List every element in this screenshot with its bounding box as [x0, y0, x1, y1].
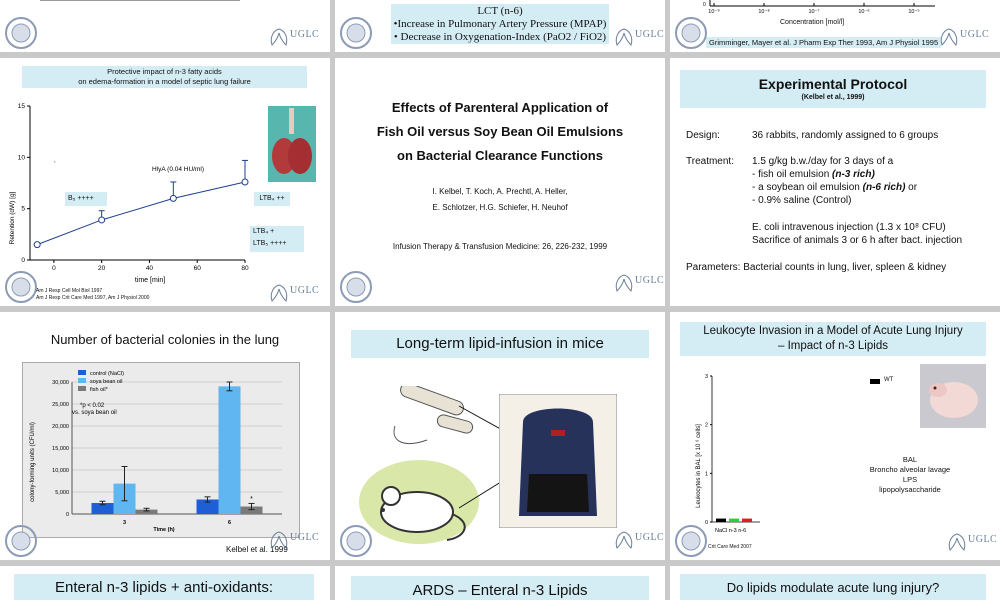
slide-5-title-line-3: on Bacterial Clearance Functions — [397, 148, 603, 163]
slide-3[interactable] — [670, 0, 1000, 52]
slide-8-title: Long-term lipid-infusion in mice — [351, 330, 649, 358]
slide-10-title: Enteral n-3 lipids + anti-oxidants: — [14, 574, 314, 600]
treatment-line-3-text: - a soybean oil emulsion — [752, 182, 863, 193]
legend-swatch — [78, 378, 86, 383]
box-right-2 — [250, 226, 304, 252]
uglc-logo-icon: UGLC — [946, 532, 1000, 554]
slide-5-authors-2: E. Schlotzer, H.G. Schiefer, H. Neuhof — [432, 203, 568, 212]
uglc-logo-icon: UGLC — [613, 273, 665, 295]
slide-4[interactable] — [0, 58, 330, 306]
legend-swatch — [870, 379, 880, 384]
bar — [742, 519, 752, 522]
stray-dot: , — [54, 158, 56, 164]
slide-6[interactable] — [670, 58, 1000, 306]
university-seal-icon — [674, 16, 708, 50]
slide-4-cite-2: Am J Resp Crit Care Med 1997, Am J Physiol 2000 — [36, 295, 150, 301]
slide-2-band — [391, 4, 609, 44]
y-axis-label: Retention (dW) [g] — [9, 191, 16, 245]
slide-6-subtitle: (Kelbel et al., 1999) — [801, 94, 865, 101]
note-line-1: *p < 0.02 — [80, 403, 105, 409]
x-categories: NaCl n-3 n-6 — [715, 528, 747, 534]
slide-6-title-band — [680, 70, 986, 108]
backpack-photo — [499, 394, 617, 528]
legend-label: fish oil* — [90, 387, 108, 393]
y-tick-label: 20,000 — [52, 424, 69, 430]
y-tick-label: 5,000 — [55, 490, 69, 496]
x-tick-label: 10⁻⁶ — [858, 9, 870, 15]
box-right-1: LTB₄ ++ — [254, 192, 290, 206]
slide-5[interactable] — [335, 58, 665, 306]
uglc-logo-icon: UGLC — [613, 530, 665, 552]
note-line-2: vs. soya bean oil — [72, 410, 117, 416]
treatment-line-3 — [752, 182, 917, 193]
x-tick-label: 80 — [241, 265, 249, 272]
university-seal-icon — [339, 16, 373, 50]
treatment-line-1: 1.5 g/kg b.w./day for 3 days of a — [752, 156, 894, 167]
slide-2-band-line-2: •Increase in Pulmonary Artery Pressure (MPAP) — [393, 18, 607, 30]
slide-6-title: Experimental Protocol — [758, 76, 908, 92]
legend-label: control (NaCl) — [90, 371, 124, 377]
y-tick-label: 1 — [704, 471, 708, 478]
treatment-line-5: E. coli intravenous injection (1.3 x 10⁸ CFU) — [752, 222, 946, 233]
x-tick-label: 10⁻⁷ — [808, 9, 820, 15]
slide-12[interactable] — [670, 566, 1000, 600]
legend-label: WT — [884, 377, 894, 383]
slide-7-citation: Kelbel et al. 1999 — [226, 545, 288, 554]
slide-2-band-line-3: • Decrease in Oxygenation-Index (PaO2 / FiO2) — [393, 31, 607, 43]
university-seal-icon — [339, 524, 373, 558]
slide-10[interactable] — [0, 566, 330, 600]
x-tick-label: 6 — [227, 520, 232, 526]
bar — [716, 519, 726, 522]
slide-1[interactable] — [0, 0, 330, 52]
x-tick-label: 10⁻⁵ — [908, 9, 920, 15]
slide-1-cutoff-text — [40, 0, 240, 3]
box-right-2-line-1: LTB₄ + — [253, 228, 275, 235]
slide-11-title: ARDS – Enteral n-3 Lipids — [351, 576, 649, 600]
uglc-logo-icon: UGLC — [268, 283, 328, 305]
slide-3-citation: Grimminger, Mayer et al. J Pharm Exp Ther 1993, Am J Physiol 1995 — [706, 37, 941, 48]
bacterial-colonies-bar-chart — [22, 362, 300, 538]
data-point — [242, 179, 248, 185]
slide-7-title: Number of bacterial colonies in the lung — [50, 332, 280, 347]
slide-11[interactable] — [335, 566, 665, 600]
y-tick-label: 2 — [704, 422, 708, 429]
slide-5-title-line-2: Fish Oil versus Soy Bean Oil Emulsions — [376, 124, 624, 139]
box-right-2-line-2: LTB₅ ++++ — [253, 240, 287, 247]
university-seal-icon — [4, 270, 38, 304]
treatment-line-2-text: - fish oil emulsion — [752, 169, 833, 180]
slide-3-x-label: Concentration [mol/l] — [780, 19, 845, 26]
slide-4-cite-1: Am J Resp Cell Mol Biol 1997 — [36, 288, 103, 294]
data-point — [170, 195, 176, 201]
significance-star: * — [250, 496, 253, 503]
university-seal-icon — [4, 16, 38, 50]
design-text: 36 rabbits, randomly assigned to 6 groups — [752, 130, 939, 141]
uglc-logo-icon: UGLC — [613, 27, 665, 49]
slide-9-title-band — [680, 322, 986, 356]
x-tick-label: 0 — [52, 265, 56, 272]
y-tick-label: 25,000 — [52, 402, 69, 408]
y-tick-label: 3 — [704, 374, 708, 380]
bar — [729, 519, 739, 522]
legend-swatch — [78, 370, 86, 375]
data-point — [99, 217, 105, 223]
y-axis-label: colony-forming units (CFU/ml) — [30, 422, 36, 502]
legend-label: soya bean oil — [90, 379, 123, 385]
uglc-logo-icon: UGLC — [268, 530, 328, 552]
slide-9-title-line-2: – Impact of n-3 Lipids — [778, 340, 888, 352]
box-left: B₅ ++++ — [65, 192, 107, 206]
slide-4-title-band — [22, 66, 307, 88]
design-label: Design: — [686, 130, 720, 141]
data-point — [34, 242, 40, 248]
slide-2-band-line-1: LCT (n-6) — [477, 5, 523, 17]
university-seal-icon — [674, 524, 708, 558]
y-tick-label: 0 — [704, 520, 708, 526]
slide-5-authors-1: I. Kelbel, T. Koch, A. Prechtl, A. Heller, — [432, 187, 568, 196]
slide-4-title-line-1: Protective impact of n-3 fatty acids — [107, 67, 222, 76]
leukocyte-bar-chart — [670, 366, 790, 546]
y-tick-label: 15 — [17, 103, 25, 110]
x-tick-label: 40 — [145, 265, 154, 272]
treatment-line-6: Sacrifice of animals 3 or 6 h after bact. injection — [752, 235, 963, 246]
slide-5-title-line-1: Effects of Parenteral Application of — [391, 100, 609, 115]
slide-9-cite: Crit Care Med 2007 — [708, 544, 752, 550]
y-tick-label: 15,000 — [52, 446, 69, 452]
y-tick-label: 30,000 — [52, 380, 69, 386]
y-tick-label: 10,000 — [52, 468, 69, 474]
university-seal-icon — [339, 270, 373, 304]
treatment-line-3-end: or — [905, 182, 918, 193]
lung-photo — [268, 106, 316, 182]
treatment-line-3-emph: (n-6 rich) — [862, 182, 906, 193]
treatment-line-4: - 0.9% saline (Control) — [752, 195, 852, 206]
edema-line-chart — [0, 98, 260, 298]
y-tick-label: 10 — [17, 154, 25, 162]
uglc-logo-icon: UGLC — [268, 27, 328, 49]
x-axis-label: time [min] — [134, 277, 166, 284]
mouse-photo — [920, 364, 986, 428]
legend-swatch — [78, 386, 86, 391]
slide-2[interactable] — [335, 0, 665, 52]
x-tick-label: 20 — [98, 265, 106, 272]
bar — [219, 386, 241, 514]
bal-line-1: BAL — [902, 455, 918, 464]
slide-9[interactable] — [670, 312, 1000, 560]
bal-line-4: lipopolysaccharide — [879, 485, 941, 494]
slide-8[interactable] — [335, 312, 665, 560]
slide-9-title-line-1: Leukocyte Invasion in a Model of Acute Lung Injury — [703, 325, 963, 337]
treatment-line-2-emph: (n-3 rich) — [832, 169, 875, 180]
uglc-logo-icon: UGLC — [938, 27, 998, 49]
x-tick-label: 10⁻⁹ — [708, 9, 720, 15]
university-seal-icon — [4, 524, 38, 558]
series-label: HlyA (0.04 HU/ml) — [152, 166, 205, 173]
y-axis-label: Leukocytes in BAL [x 10 ⁶ cells] — [696, 424, 702, 508]
x-tick-label: 3 — [122, 520, 127, 526]
treatment-label: Treatment: — [686, 156, 734, 167]
parameters-line: Parameters: Bacterial counts in lung, liver, spleen & kidney — [686, 262, 947, 273]
bal-line-2: Broncho alveolar lavage — [869, 465, 951, 474]
slide-5-journal: Infusion Therapy & Transfusion Medicine: 26, 226-232, 1999 — [392, 242, 608, 251]
x-tick-label: 60 — [193, 265, 201, 272]
x-tick-label: 10⁻⁸ — [758, 9, 770, 15]
x-axis-label: Time (h) — [153, 527, 175, 533]
y-tick-label: 0 — [21, 257, 25, 264]
slide-4-title-line-2: on edema-formation in a model of septic lung failure — [78, 77, 251, 86]
bal-line-3: LPS — [902, 475, 918, 484]
treatment-line-2 — [752, 169, 875, 180]
slide-12-title: Do lipids modulate acute lung injury? — [680, 574, 986, 600]
slide-7[interactable] — [0, 312, 330, 560]
y-tick-label: 0 — [65, 512, 69, 518]
y-tick-label: 5 — [21, 205, 25, 213]
svg-text:0: 0 — [703, 2, 706, 8]
